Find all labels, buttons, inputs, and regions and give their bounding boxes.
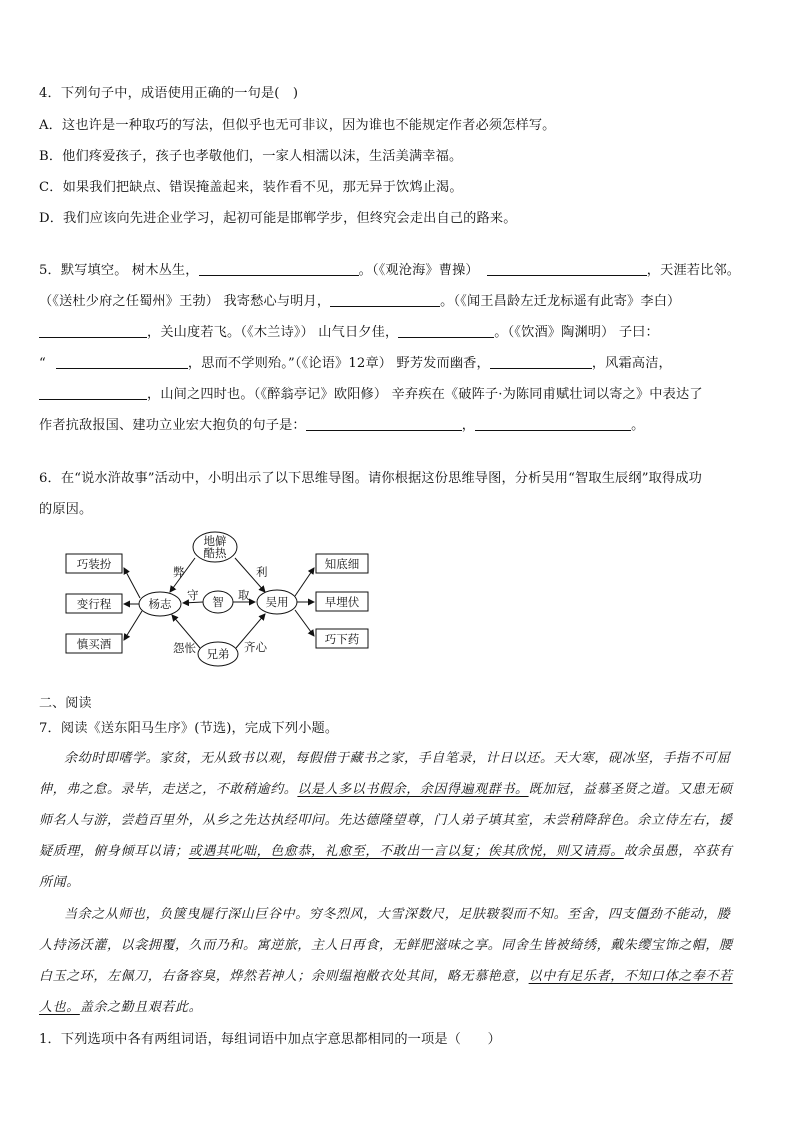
mindmap-box-label: 巧装扮 (76, 557, 112, 571)
fill-blank[interactable] (487, 263, 647, 276)
q5-text: 。（《饮酒》陶渊明） 子曰： (494, 325, 659, 340)
passage-line (39, 996, 202, 1015)
passage-line (39, 840, 733, 859)
mindmap-edge-label: 守 (187, 588, 199, 602)
fill-blank[interactable] (330, 294, 440, 307)
passage-line (39, 778, 733, 797)
fill-blank[interactable] (199, 263, 359, 276)
q5-text: （《送杜少府之任蜀州》王勃） 我寄愁心与明月， (39, 294, 331, 309)
mindmap-arrow (183, 602, 203, 603)
q4-option-d: D．我们应该向先进企业学习，起初可能是邯郸学步，但终究会走出自己的路来。 (39, 211, 517, 226)
q4-stem: 4．下列句子中，成语使用正确的一句是( ) (39, 86, 299, 101)
q5-line-5 (39, 383, 703, 402)
q5-text: 。（《观沧海》曹操） (358, 263, 479, 278)
underlined-sentence: 以是人多以书假余，余因得遍观群书。 (297, 782, 529, 797)
mindmap-node-label: 杨志 (148, 597, 172, 611)
passage-line: 人持汤沃灌，以衾拥覆，久而乃和。寓逆旅，主人日再食，无鲜肥滋味之享。同舍生皆被绮绣，戴朱缨宝饰之帽，腰 (39, 938, 733, 953)
passage-text: 白玉之环，左佩刀，右备容臭，烨然若神人；余则缊袍敝衣处其间，略无慕艳意， (39, 969, 529, 984)
mindmap-edge-label: 弊 (173, 565, 185, 579)
passage-line: 所闻。 (39, 875, 80, 890)
q5-text: 。（《闻王昌龄左迁龙标遥有此寄》李白） (440, 294, 681, 309)
mind-map-diagram (60, 528, 380, 670)
passage-text: 盖余之勤且艰若此。 (79, 1000, 203, 1015)
mindmap-node-label: 兄弟 (206, 647, 230, 661)
mindmap-box-label: 慎买酒 (76, 637, 112, 651)
q5-line-4 (39, 352, 672, 371)
mindmap-node-label: 智 (212, 595, 224, 609)
mindmap-node-label: 酷热 (203, 546, 227, 560)
mindmap-edge-label: 利 (256, 565, 268, 579)
q5-text: 作者抗敌报国、建功立业宏大抱负的句子是： (39, 418, 306, 433)
q5-line-1 (39, 259, 740, 278)
q7-stem: 7．阅读《送东阳马生序》(节选)，完成下列小题。 (39, 721, 339, 736)
mindmap-box-label: 变行程 (76, 597, 112, 611)
fill-blank[interactable] (475, 418, 631, 431)
subquestion-1-stem: 1．下列选项中各有两组词语，每组词语中加点字意思都相同的一项是（ ） (39, 1032, 502, 1047)
fill-blank[interactable] (306, 418, 462, 431)
q5-text: ，山间之四时也。（《醉翁亭记》欧阳修） 辛弃疾在《破阵子·为陈同甫赋壮词以寄之》中表达了 (147, 387, 703, 402)
mindmap-box-label: 巧下药 (324, 632, 360, 646)
q5-text: 。 (631, 418, 645, 433)
q5-text: 5．默写填空。 树木丛生， (39, 263, 199, 278)
fill-blank[interactable] (398, 325, 494, 338)
passage-line: 当余之从师也，负箧曳屣行深山巨谷中。穷冬烈风，大雪深数尺，足肤皲裂而不知。至舍，四支僵劲不能动，媵 (64, 907, 731, 922)
fill-blank[interactable] (490, 356, 592, 369)
fill-blank[interactable] (39, 325, 147, 338)
q5-text: ， (461, 418, 476, 433)
q5-line-3 (39, 321, 659, 340)
mindmap-node-label: 吴用 (265, 595, 289, 609)
mindmap-box-label: 知底细 (324, 557, 360, 571)
mindmap-arrow (295, 610, 314, 636)
q5-line-6 (39, 414, 644, 433)
q4-option-a: A．这也许是一种取巧的写法，但似乎也无可非议，因为谁也不能规定作者必须怎样写。 (39, 118, 556, 133)
q5-text: ，风霜高洁， (591, 356, 672, 371)
q4-option-b: B．他们疼爱孩子，孩子也孝敬他们，一家人相濡以沫，生活美满幸福。 (39, 149, 463, 164)
q5-text: ，关山度若飞。（《木兰诗》） 山气日夕佳， (147, 325, 399, 340)
passage-text: 既加冠，益慕圣贤之道。又患无硕 (528, 782, 733, 797)
q5-line-2 (39, 290, 680, 309)
q5-text: “ (39, 356, 46, 371)
passage-line: 师名人与游，尝趋百里外，从乡之先达执经叩问。先达德隆望尊，门人弟子填其室，未尝稍降辞色。余立侍左右，援 (39, 813, 733, 828)
passage-line: 余幼时即嗜学。家贫，无从致书以观，每假借于藏书之家，手自笔录，计日以还。天大寒，砚冰坚，手指不可屈 (64, 751, 731, 766)
q6-line-2: 的原因。 (39, 502, 93, 517)
underlined-sentence: 以中有足乐者，不知口体之奉不若 (528, 969, 733, 984)
mindmap-arrow (124, 611, 142, 640)
mindmap-node-label: 地僻 (203, 534, 227, 548)
section-title: 二、阅读 (39, 696, 92, 711)
passage-text: 伸，弗之怠。录毕，走送之，不敢稍逾约。 (39, 782, 298, 797)
q5-text: ，思而不学则殆。”（《论语》12章） 野芳发而幽香， (187, 356, 490, 371)
q4-option-c: C．如果我们把缺点、错误掩盖起来，装作看不见，那无异于饮鸩止渴。 (39, 180, 463, 195)
mindmap-arrow (295, 568, 314, 596)
mindmap-edge-label: 齐心 (244, 640, 267, 654)
q5-text: ，天涯若比邻。 (646, 263, 741, 278)
fill-blank[interactable] (39, 387, 147, 400)
underlined-sentence: 或遇其叱咄，色愈恭，礼愈至，不敢出一言以复；俟其欣悦，则又请焉。 (188, 844, 624, 859)
passage-text: 故余虽愚，卒获有 (623, 844, 733, 859)
mindmap-arrow (124, 568, 140, 598)
mindmap-edge-label: 取 (238, 588, 250, 602)
passage-text: 疑质理，俯身倾耳以请； (39, 844, 189, 859)
mindmap-edge-label: 怨怅 (173, 641, 196, 655)
passage-line (39, 965, 733, 984)
mindmap-box-label: 早埋伏 (324, 595, 360, 609)
fill-blank[interactable] (56, 356, 188, 369)
underlined-sentence: 人也。 (39, 1000, 80, 1015)
q6-line-1: 6．在“说水浒故事”活动中，小明出示了以下思维导图。请你根据这份思维导图，分析吴用“智取生辰纲”取得成功 (39, 471, 702, 486)
